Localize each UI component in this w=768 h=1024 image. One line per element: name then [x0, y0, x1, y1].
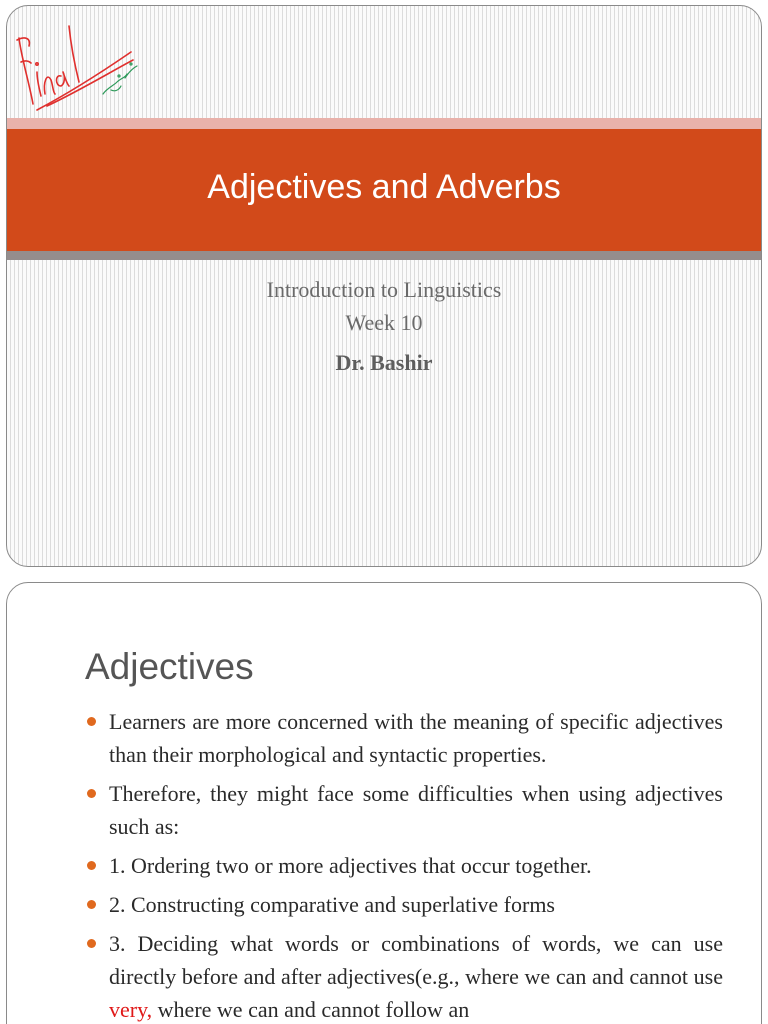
highlighted-word: very,: [109, 997, 153, 1022]
bullet-dot-icon: [87, 939, 96, 948]
pink-accent-band: [7, 118, 761, 129]
bullet-text-part1: 3. Deciding what words or combinations of words, we can use directly before and after adjectives(e.g., where we can and cannot use: [109, 931, 723, 989]
handwritten-annotation: [7, 6, 157, 118]
bullet-text: 2. Constructing comparative and superlative forms: [109, 892, 555, 917]
title-slide: [6, 5, 762, 567]
bullet-item: [85, 927, 723, 1024]
bullet-dot-icon: [87, 900, 96, 909]
bullet-item: [85, 849, 723, 882]
bullet-item: [85, 888, 723, 921]
bullet-dot-icon: [87, 717, 96, 726]
bullet-text: 1. Ordering two or more adjectives that occur together.: [109, 853, 592, 878]
slide-title: Adjectives and Adverbs: [207, 168, 561, 206]
gray-accent-band: [7, 251, 761, 260]
course-name: Introduction to Linguistics: [266, 277, 502, 302]
bullet-dot-icon: [87, 789, 96, 798]
week-label: Week 10: [345, 310, 423, 335]
bullet-item: [85, 705, 723, 771]
bullet-dot-icon: [87, 861, 96, 870]
section-title: Adjectives: [85, 646, 254, 687]
bullet-text: Learners are more concerned with the meaning of specific adjectives than their morphological and syntactic properties.: [109, 709, 723, 767]
author-name: Dr. Bashir: [335, 350, 433, 375]
bullet-text-part2: where we can and cannot follow an: [152, 997, 470, 1022]
handwriting-final-strokes: [17, 26, 133, 110]
bullet-text: Therefore, they might face some difficulties when using adjectives such as:: [109, 781, 723, 839]
bullet-item: [85, 777, 723, 843]
bullet-list: [85, 705, 723, 1024]
content-slide: [6, 582, 762, 1024]
